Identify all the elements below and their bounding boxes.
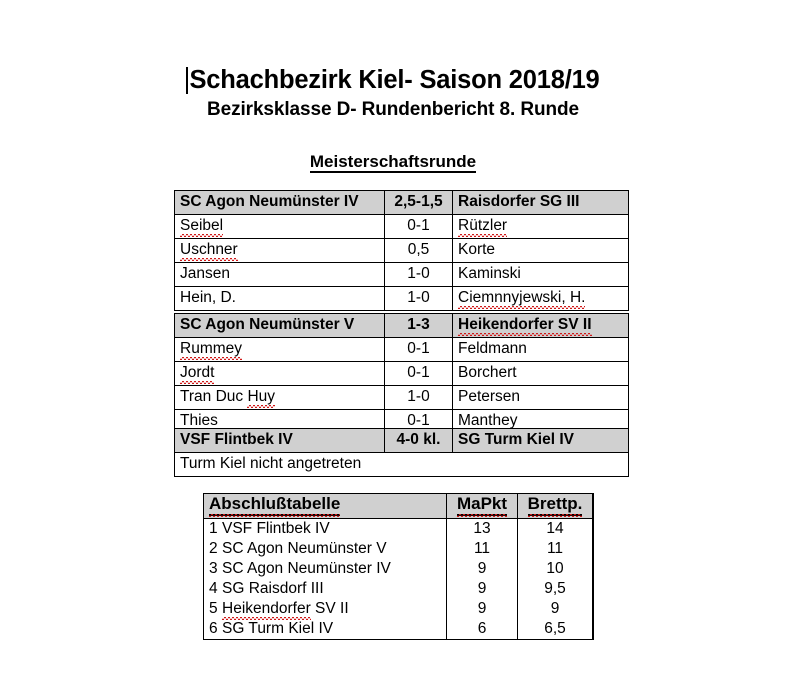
match-away-team-text: Heikendorfer SV II <box>458 315 592 333</box>
board-score: 0-1 <box>385 338 453 362</box>
standings-board-points: 11 <box>518 539 594 559</box>
title-block <box>0 66 786 122</box>
table-row <box>175 215 629 239</box>
standings-team <box>204 539 447 559</box>
board-score: 1-0 <box>385 287 453 311</box>
match-home-team: SC Agon Neumünster IV <box>175 191 385 215</box>
standings-board-points: 10 <box>518 559 594 579</box>
table-row <box>204 579 594 599</box>
board-home-player <box>175 239 385 263</box>
standings-rank: 4 <box>209 579 218 597</box>
standings-match-points: 9 <box>447 599 518 619</box>
standings-team <box>204 579 447 599</box>
board-away-player: Kaminski <box>453 263 629 287</box>
table-row <box>204 519 594 540</box>
standings-col-match-points <box>447 494 518 519</box>
standings-header-row <box>204 494 594 519</box>
home-player-text: Uschner <box>180 240 238 258</box>
board-away-player: Feldmann <box>453 338 629 362</box>
match-result: 2,5-1,5 <box>385 191 453 215</box>
match-header-row <box>175 429 629 453</box>
table-row <box>175 362 629 386</box>
board-home-player <box>175 362 385 386</box>
standings-col-board-points-text: Brettp. <box>528 495 583 516</box>
standings-team <box>204 559 447 579</box>
home-player-text: Huy <box>247 387 276 405</box>
away-player-text: Ciemnnyjewski, H. <box>458 288 586 306</box>
home-player-text: Seibel <box>180 216 224 234</box>
match-away-team: SG Turm Kiel IV <box>453 429 629 453</box>
match-home-team: SC Agon Neumünster V <box>175 314 385 338</box>
table-row <box>204 599 594 619</box>
board-score: 0-1 <box>385 362 453 386</box>
board-score: 0-1 <box>385 215 453 239</box>
match-result: 1-3 <box>385 314 453 338</box>
standings-board-points: 9,5 <box>518 579 594 599</box>
standings-match-points: 13 <box>447 519 518 540</box>
board-away-player: Korte <box>453 239 629 263</box>
match-home-team: VSF Flintbek IV <box>175 429 385 453</box>
standings-team: 5 Heikendorfer SV II <box>204 599 447 619</box>
board-home-player <box>175 338 385 362</box>
board-score: 1-0 <box>385 386 453 410</box>
standings-title-text: Abschlußtabelle <box>209 495 340 516</box>
home-player-text: Rummey <box>180 339 243 357</box>
standings-team <box>204 619 447 640</box>
match-table-2 <box>174 313 629 434</box>
standings-table <box>203 493 594 640</box>
standings-team-name: SG Raisdorf III <box>222 579 324 597</box>
standings-match-points: 9 <box>447 559 518 579</box>
table-row <box>175 287 629 311</box>
home-player-text: Jordt <box>180 363 215 381</box>
table-row <box>175 239 629 263</box>
table-row <box>175 338 629 362</box>
standings-col-match-points-text: MaPkt <box>457 495 507 516</box>
table-row <box>175 453 629 477</box>
standings-board-points: 9 <box>518 599 594 619</box>
table-row <box>175 386 629 410</box>
standings-team-name: VSF Flintbek IV <box>222 519 330 537</box>
table-row <box>204 539 594 559</box>
standings-rank: 1 <box>209 519 218 537</box>
standings-col-board-points <box>518 494 594 519</box>
standings-team-name: Heikendorfer <box>222 599 311 617</box>
board-away-player <box>453 287 629 311</box>
standings-rank: 3 <box>209 559 218 577</box>
standings-board-points: 6,5 <box>518 619 594 640</box>
match-away-team: Raisdorfer SG III <box>453 191 629 215</box>
page-title <box>186 66 599 95</box>
board-away-player: Petersen <box>453 386 629 410</box>
match-header-row <box>175 191 629 215</box>
board-home-player: Tran Duc Huy <box>175 386 385 410</box>
standings-match-points: 9 <box>447 579 518 599</box>
standings-match-points: 11 <box>447 539 518 559</box>
board-home-player: Hein, D. <box>175 287 385 311</box>
match-result: 4-0 kl. <box>385 429 453 453</box>
board-away-player: Manthey <box>453 410 629 434</box>
board-away-player <box>453 215 629 239</box>
board-home-player: Thies <box>175 410 385 434</box>
table-row <box>204 559 594 579</box>
standings-rank: 5 <box>209 599 218 617</box>
match-table-1 <box>174 190 629 311</box>
page-subtitle: Bezirksklasse D- Rundenbericht 8. Runde <box>207 99 579 121</box>
board-score: 1-0 <box>385 263 453 287</box>
match-table-3 <box>174 428 629 477</box>
away-player-text: Rützler <box>458 216 508 234</box>
table-row <box>175 263 629 287</box>
section-heading <box>0 152 786 172</box>
board-away-player: Borchert <box>453 362 629 386</box>
standings-team <box>204 519 447 540</box>
standings-team-name: SC Agon Neumünster V <box>222 539 387 557</box>
board-score: 0,5 <box>385 239 453 263</box>
match-away-team <box>453 314 629 338</box>
standings-match-points: 6 <box>447 619 518 640</box>
standings-rank: 2 <box>209 539 218 557</box>
standings-title <box>204 494 447 519</box>
page-title-text: Schachbezirk Kiel- Saison 2018/19 <box>189 66 600 94</box>
section-heading-text: Meisterschaftsrunde <box>309 152 477 171</box>
board-score: 0-1 <box>385 410 453 434</box>
standings-team-name: SC Agon Neumünster IV <box>222 559 391 577</box>
standings-team-name: SG Turm Kiel IV <box>222 619 334 637</box>
board-home-player <box>175 215 385 239</box>
match-header-row <box>175 314 629 338</box>
board-home-player: Jansen <box>175 263 385 287</box>
standings-board-points: 14 <box>518 519 594 540</box>
table-row <box>204 619 594 640</box>
match-note: Turm Kiel nicht angetreten <box>175 453 629 477</box>
standings-rank: 6 <box>209 619 218 637</box>
